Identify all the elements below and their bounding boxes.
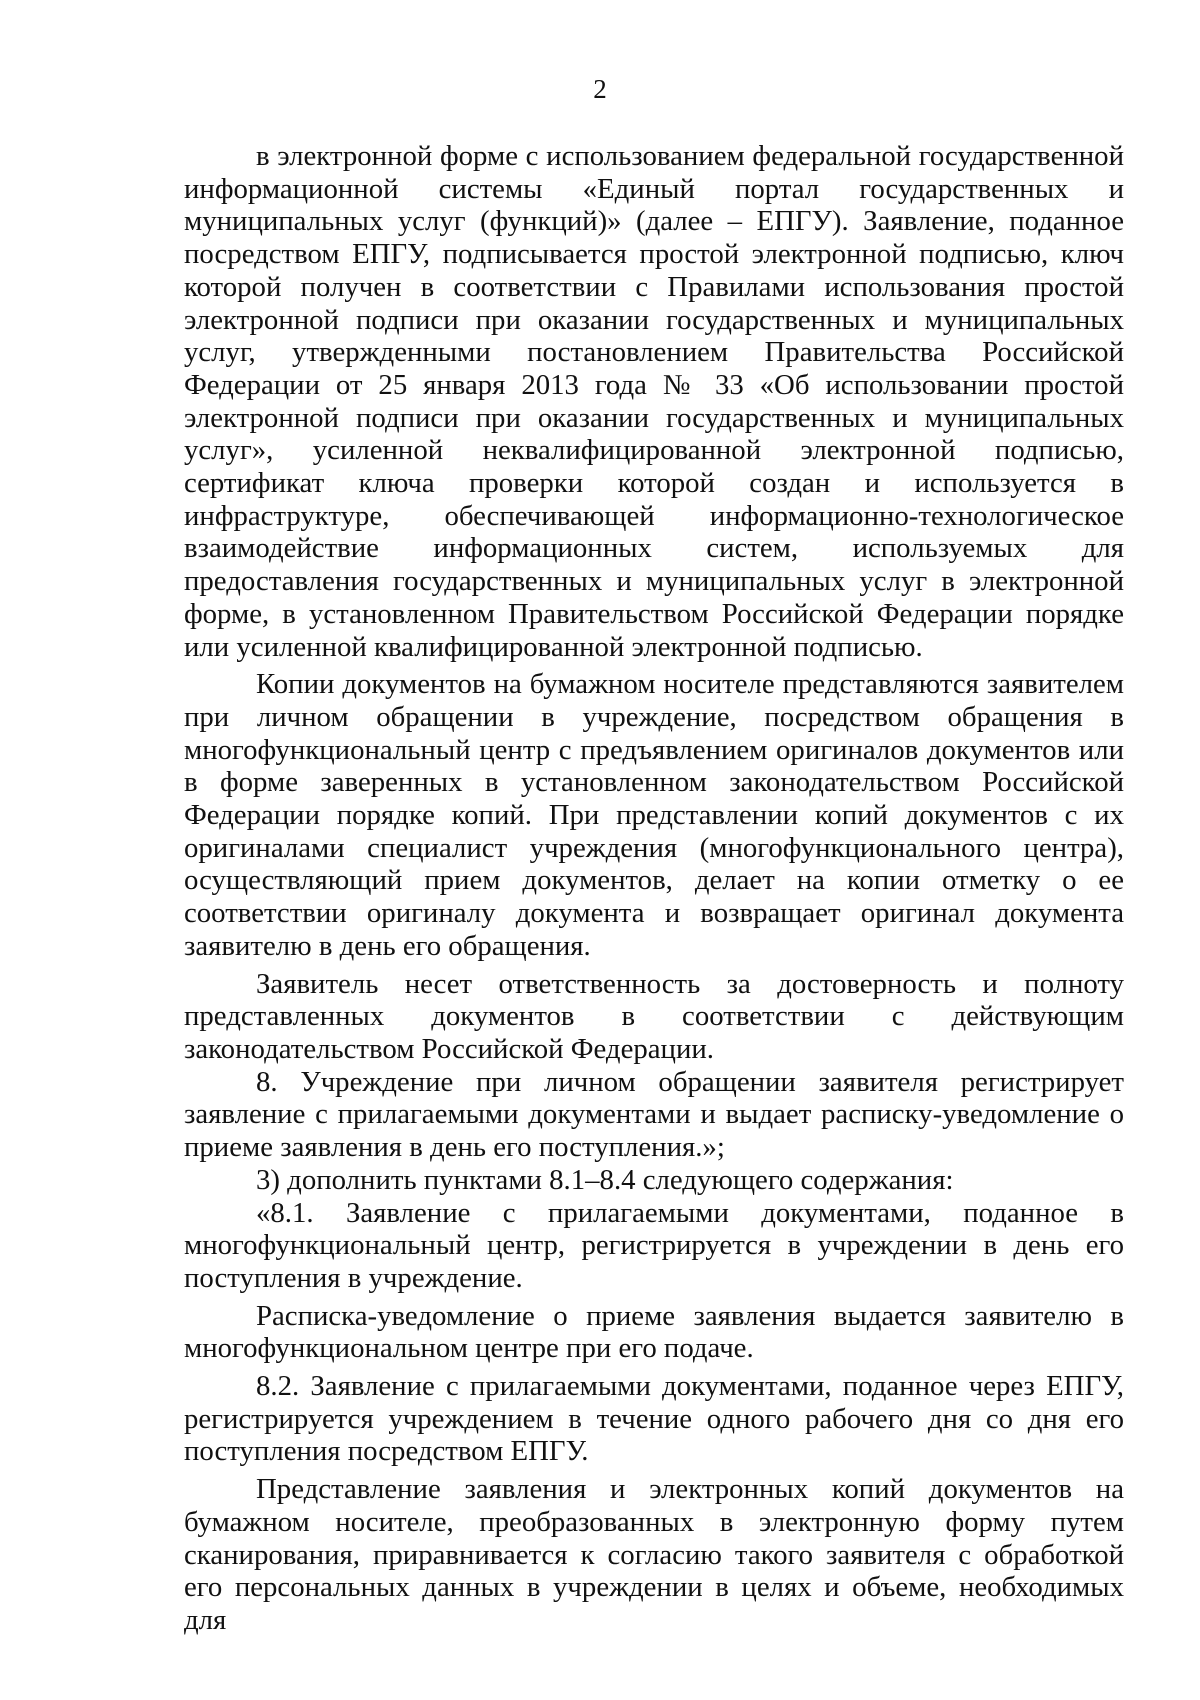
paragraph-epgu-signature: в электронной форме с использованием федеральной государственной информационной системы «Единый портал государственных и муниципальных услуг (функций)» (далее – ЕПГУ). Заявление, поданное посредством ЕПГУ, подписывается простой электронной подписью, ключ которой получен в соответствии с Правилами использования простой электронной подписи при оказании государственных и муниципальных услуг, утвержденными постановлением Правительства Российской Федерации от 25 января 2013 года № 33 «Об использовании простой электронной подписи при оказании государственных и муниципальных услуг», усиленной неквалифицированной электронной подписью, сертификат ключа проверки которой создан и используется в инфраструктуре, обеспечивающей информационно-технологическое взаимодействие информационных систем, используемых для предоставления государственных и муниципальных услуг в электронной форме, в установленном Правительством Российской Федерации порядке или усиленной квалифицированной электронной подписью. [184,140,1124,663]
page-number: 2 [593,74,607,104]
paragraph-item-8-2: 8.2. Заявление с прилагаемыми документами, поданное через ЕПГУ, регистрируется учреждением в течение одного рабочего дня со дня его поступления посредством ЕПГУ. [184,1370,1124,1468]
paragraph-applicant-responsibility: Заявитель несет ответственность за достоверность и полноту представленных документов в соответствии с действующим законодательством Российской Федерации. [184,967,1124,1065]
paragraph-amendment-3: 3) дополнить пунктами 8.1–8.4 следующего содержания: [256,1163,954,1196]
paragraph-item-8: 8. Учреждение при личном обращении заявителя регистрирует заявление с прилагаемыми документами и выдает расписку-уведомление о приеме заявления в день его поступления.»; [184,1065,1124,1164]
paragraph-item-8-1: «8.1. Заявление с прилагаемыми документами, поданное в многофункциональный центр, регистрируется в учреждении в день его поступления в учреждение. [184,1196,1124,1294]
document-body [184,140,1124,1637]
paragraph-paper-copies: Копии документов на бумажном носителе представляются заявителем при личном обращении в учреждение, посредством обращения в многофункциональный центр с предъявлением оригиналов документов или в форме заверенных в установленном законодательством Российской Федерации порядке копий. При представлении копий документов с их оригиналами специалист учреждения (многофункционального центра), осуществляющий прием документов, делает на копии отметку о ее соответствии оригиналу документа и возвращает оригинал документа заявителю в день его обращения. [184,668,1124,962]
paragraph-scanned-copies: Представление заявления и электронных копий документов на бумажном носителе, преобразованных в электронную форму путем сканирования, приравнивается к согласию такого заявителя с обработкой его персональных данных в учреждении в целях и объеме, необходимых для [184,1473,1124,1636]
paragraph-receipt-notice: Расписка-уведомление о приеме заявления выдается заявителю в многофункциональном центре при его подаче. [184,1299,1124,1365]
